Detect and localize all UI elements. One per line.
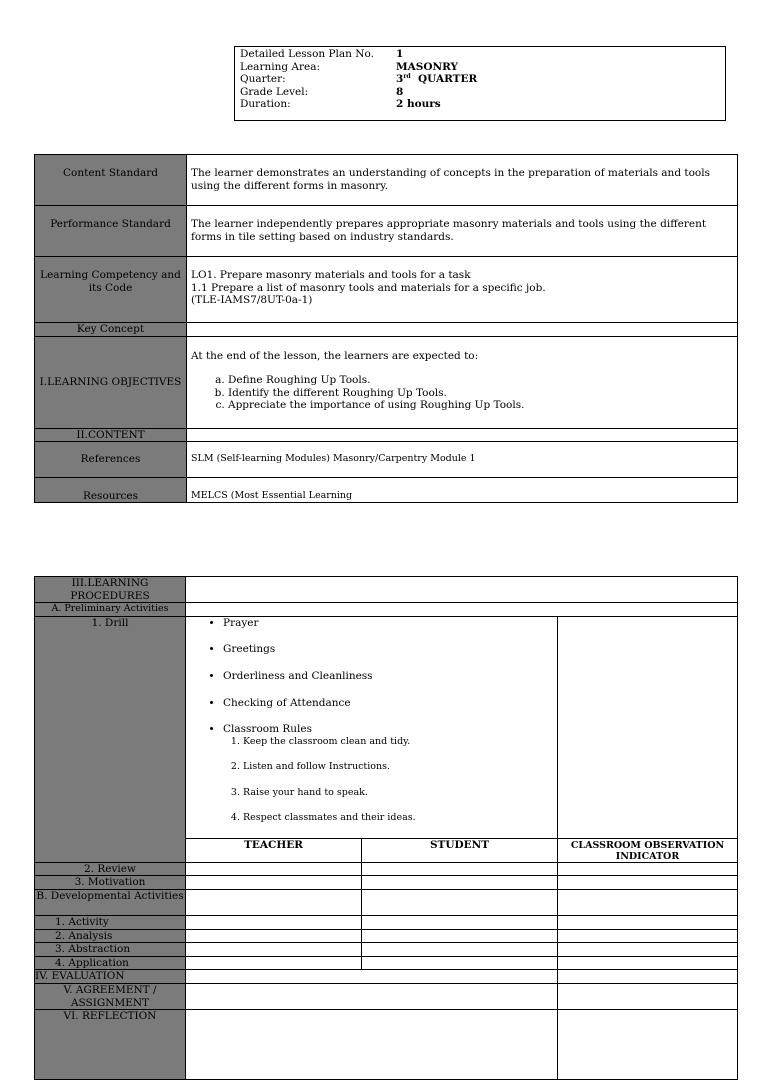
quarter-value: 3rd QUARTER [396,73,478,86]
table-row [35,915,738,929]
grade-value: 8 [396,85,404,98]
list-item: a. Define Roughing Up Tools. [228,374,733,387]
area-label: Learning Area: [240,60,321,73]
motivation-label: 3. Motivation [35,876,186,890]
list-item: 4. Respect classmates and their ideas. [243,812,557,824]
competency-label: Learning Competency and its Code [35,257,187,323]
drill-label: 1. Drill [35,616,186,862]
quarter-label: Quarter: [240,73,286,86]
list-item: • Greetings [223,643,557,656]
table-row [35,876,738,890]
content-standard-text: The learner demonstrates an understanding of concepts in the preparation of materials and tools using the different forms in masonry. [187,155,738,206]
list-item: 3. Raise your hand to speak. [243,787,557,799]
table-row [35,889,738,915]
table-row [35,442,738,478]
resources-text: MELCS (Most Essential Learning [187,478,738,503]
duration-label: Duration: [240,98,291,111]
table-row [35,970,738,984]
plan-no-value: 1 [396,48,404,60]
competency-text: LO1. Prepare masonry materials and tools for a task 1.1 Prepare a list of masonry tools and materials for a specific job. (TLE-IAMS7/8UT-0a-1) [187,257,738,323]
table-row [35,206,738,257]
list-item: 2. Listen and follow Instructions. [243,761,557,773]
rules-list [223,736,557,824]
table-row [35,323,738,337]
table-row [35,577,738,603]
table-row [35,428,738,442]
key-concept-value [187,323,738,337]
performance-standard-label: Performance Standard [35,206,187,257]
references-text: SLM (Self-learning Modules) Masonry/Carpentry Module 1 [187,442,738,478]
table-row [35,929,738,943]
plan-no-label: Detailed Lesson Plan No. [240,48,374,60]
col-student: STUDENT [362,838,558,862]
table-row [35,257,738,323]
list-item: 1. Keep the classroom clean and tidy. [243,736,557,748]
analysis-label: 2. Analysis [35,929,186,943]
procedures-title: III.LEARNING PROCEDURES [35,577,186,603]
objectives-intro: At the end of the lesson, the learners are expected to: [191,349,479,362]
table-row [35,155,738,206]
drill-list [186,617,557,824]
resources-label: Resources [35,478,187,503]
standards-table [34,154,738,503]
procedures-table [34,576,738,1080]
table-row [35,862,738,876]
col-teacher: TEACHER [186,838,362,862]
agreement-label: V. AGREEMENT / ASSIGNMENT [35,983,186,1009]
list-item: b. Identify the different Roughing Up Tools. [228,387,733,400]
area-value: MASONRY [396,60,458,73]
preliminary-label: A. Preliminary Activities [35,603,186,617]
content-standard-label: Content Standard [35,155,187,206]
activity-label: 1. Activity [35,915,186,929]
drill-cell [186,616,558,838]
evaluation-label: IV. EVALUATION [35,970,186,984]
list-item: c. Appreciate the importance of using Roughing Up Tools. [228,399,733,412]
list-item: • Orderliness and Cleanliness [223,670,557,683]
references-label: References [35,442,187,478]
developmental-label: B. Developmental Activities [35,889,186,915]
objectives-cell [187,336,738,428]
content-section-label: II.CONTENT [35,428,187,442]
list-item: • Checking of Attendance [223,697,557,710]
table-row [35,956,738,970]
table-row [35,1010,738,1080]
performance-standard-text: The learner independently prepares appropriate masonry materials and tools using the different forms in tile setting based on industry standards. [187,206,738,257]
table-row [35,943,738,957]
grade-label: Grade Level: [240,85,309,98]
key-concept-label: Key Concept [35,323,187,337]
duration-value: 2 hours [396,98,441,111]
table-row [35,616,738,838]
table-row [35,603,738,617]
objectives-label: I.LEARNING OBJECTIVES [35,336,187,428]
application-label: 4. Application [35,956,186,970]
table-row [35,478,738,503]
col-indicator: CLASSROOM OBSERVATION INDICATOR [558,838,738,862]
table-row [35,983,738,1009]
list-item: • Classroom Rules 1. Keep the classroom clean and tidy. 2. Listen and follow Instructions. 3. Raise your hand to speak. 4. Respect classmates and their ideas. [223,723,557,824]
reflection-label: VI. REFLECTION [35,1010,186,1080]
table-row [35,336,738,428]
list-item: • Prayer [223,617,557,630]
abstraction-label: 3. Abstraction [35,943,186,957]
objectives-list [191,374,733,412]
content-section-value [187,428,738,442]
review-label: 2. Review [35,862,186,876]
lesson-header [234,46,726,121]
